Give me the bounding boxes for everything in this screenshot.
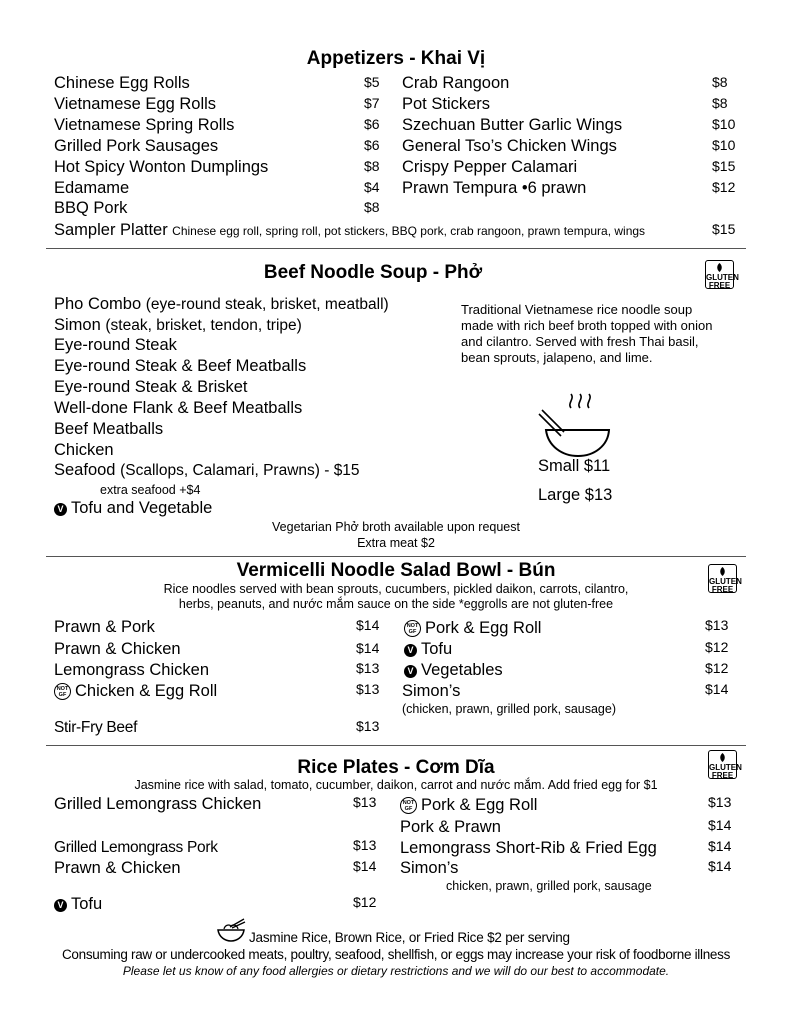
menu-item: Grilled Lemongrass Pork	[54, 839, 218, 856]
not-label: NOT	[56, 686, 69, 692]
menu-item: Szechuan Butter Garlic Wings	[402, 116, 623, 134]
pho-item: Well-done Flank & Beef Meatballs	[54, 399, 303, 417]
not-label: NOT	[402, 800, 415, 806]
menu-item: Chinese Egg Rolls	[54, 74, 190, 92]
pho-item: Chicken	[54, 441, 114, 459]
menu-item: Stir-Fry Beef	[54, 719, 138, 736]
menu-item: Vietnamese Spring Rolls	[54, 116, 235, 134]
pho-item-name: Simon	[54, 316, 101, 334]
menu-price: $14	[708, 817, 732, 833]
menu-price: $10	[712, 137, 736, 153]
menu-item: Pork & Prawn	[400, 818, 501, 836]
menu-price: $14	[708, 858, 732, 874]
not-gluten-free-icon	[400, 797, 417, 814]
pho-description-line: made with rich beef broth topped with onion	[461, 318, 713, 333]
bun-title: Vermicelli Noodle Salad Bowl - Bún	[236, 560, 556, 581]
menu-item: General Tso’s Chicken Wings	[402, 137, 617, 155]
menu-item	[54, 895, 102, 914]
pho-item-name: Seafood	[54, 461, 116, 479]
menu-price: $14	[356, 617, 380, 633]
leaf-icon	[719, 567, 726, 576]
rice-bowl-icon	[216, 918, 246, 942]
menu-item: Vietnamese Egg Rolls	[54, 95, 217, 113]
menu-price: $13	[353, 794, 377, 810]
pho-item	[54, 316, 302, 335]
pho-item	[54, 499, 212, 518]
menu-price: $13	[708, 794, 732, 810]
menu-item: Prawn & Chicken	[54, 859, 181, 877]
gf-label: GF	[408, 629, 417, 635]
menu-price: $8	[364, 199, 380, 215]
pho-item-name: Tofu and Vegetable	[71, 499, 213, 517]
gluten-label: GLUTEN	[709, 763, 742, 772]
pho-item-detail: (steak, brisket, tendon, tripe)	[105, 317, 302, 334]
pho-item-detail: (Scallops, Calamari, Prawns) - $15	[120, 462, 360, 479]
menu-price: $13	[705, 617, 729, 633]
pho-description-line: bean sprouts, jalapeno, and lime.	[461, 350, 653, 365]
menu-item-name: Tofu	[71, 895, 103, 913]
gluten-label: GLUTEN	[709, 577, 742, 586]
menu-price: $14	[705, 681, 729, 697]
pho-item	[54, 461, 360, 480]
menu-item: Pot Stickers	[402, 95, 491, 113]
menu-price: $14	[353, 858, 377, 874]
gluten-label: GLUTEN	[706, 273, 739, 282]
menu-price: $13	[353, 837, 377, 853]
menu-item: Sampler Platter	[54, 221, 168, 239]
pho-item: Beef Meatballs	[54, 420, 164, 438]
menu-item: Prawn Tempura •6 prawn	[402, 179, 587, 197]
menu-price: $15	[712, 158, 736, 174]
menu-item-name: Pork & Egg Roll	[421, 796, 538, 814]
menu-price: $13	[356, 681, 380, 697]
not-gluten-free-icon	[54, 683, 71, 700]
menu-price: $12	[712, 179, 736, 195]
menu-item	[54, 682, 217, 701]
menu-item: Grilled Pork Sausages	[54, 137, 219, 155]
large-size-price: Large $13	[538, 486, 613, 504]
pho-item-name: Pho Combo	[54, 295, 142, 313]
pho-item-detail: (eye-round steak, brisket, meatball)	[145, 296, 389, 313]
menu-item: Simon’s	[400, 859, 459, 877]
menu-item: Prawn & Pork	[54, 618, 155, 636]
menu-price: $14	[708, 838, 732, 854]
extra-seafood-note: extra seafood +$4	[100, 483, 201, 497]
gf-label: GF	[404, 806, 413, 812]
menu-item-detail: chicken, prawn, grilled pork, sausage	[446, 879, 652, 893]
menu-price: $12	[705, 639, 729, 655]
pho-item: Eye-round Steak & Brisket	[54, 378, 248, 396]
leaf-icon	[716, 263, 723, 272]
menu-item-name: Chicken & Egg Roll	[75, 682, 218, 700]
menu-price: $12	[353, 894, 377, 910]
pho-item: Eye-round Steak & Beef Meatballs	[54, 357, 307, 375]
menu-item: Grilled Lemongrass Chicken	[54, 795, 262, 813]
menu-price: $7	[364, 95, 380, 111]
menu-item: Crispy Pepper Calamari	[402, 158, 578, 176]
vegan-icon: V	[404, 665, 417, 678]
foodborne-illness-warning: Consuming raw or undercooked meats, poultry, seafood, shellfish, or eggs may increase your risk of foodborne illness	[61, 947, 731, 962]
rice-title: Rice Plates - Cơm Dĩa	[297, 757, 495, 778]
vegetarian-broth-note: Vegetarian Phở broth available upon request	[272, 520, 520, 534]
gluten-free-badge	[705, 260, 739, 290]
menu-item	[404, 661, 503, 680]
menu-item-detail: (chicken, prawn, grilled pork, sausage)	[402, 702, 616, 716]
small-size-price: Small $11	[538, 457, 611, 475]
vegan-icon: V	[54, 503, 67, 516]
menu-price: $10	[712, 116, 736, 132]
extra-meat-note: Extra meat $2	[357, 536, 435, 550]
pho-title: Beef Noodle Soup - Phở	[263, 262, 483, 283]
rice-sides-note: Jasmine Rice, Brown Rice, or Fried Rice $2 per serving	[249, 930, 570, 945]
appetizers-title: Appetizers - Khai Vị	[306, 48, 486, 69]
menu-item-name: Vegetables	[421, 661, 503, 679]
menu-price: $8	[364, 158, 380, 174]
pho-description-line: and cilantro. Served with fresh Thai basil,	[461, 334, 699, 349]
pho-item	[54, 295, 389, 314]
menu-item: Lemongrass Short-Rib & Fried Egg	[400, 839, 657, 857]
rice-description: Jasmine rice with salad, tomato, cucumber, daikon, carrot and nước mắm. Add fried egg for $1	[134, 778, 658, 792]
menu-item: BBQ Pork	[54, 199, 128, 217]
menu-item: Lemongrass Chicken	[54, 661, 209, 679]
menu-price: $4	[364, 179, 380, 195]
bun-description-line: herbs, peanuts, and nước mắm sauce on the side *eggrolls are not gluten-free	[178, 597, 614, 611]
not-gluten-free-icon	[404, 620, 421, 637]
menu-item-name: Tofu	[421, 640, 453, 658]
menu-price: $15	[712, 221, 736, 237]
section-divider	[46, 556, 746, 557]
free-label: FREE	[711, 771, 734, 780]
menu-price: $8	[712, 95, 728, 111]
vegan-icon: V	[404, 644, 417, 657]
menu-item: Simon’s	[402, 682, 461, 700]
menu-item: Prawn & Chicken	[54, 640, 181, 658]
menu-item-detail: Chinese egg roll, spring roll, pot stickers, BBQ pork, crab rangoon, prawn tempura, wings	[172, 224, 646, 238]
noodle-bowl-icon	[536, 388, 616, 460]
menu-price: $13	[356, 660, 380, 676]
menu-item	[404, 640, 452, 659]
section-divider	[46, 248, 746, 249]
menu-item	[404, 619, 541, 638]
pho-item: Eye-round Steak	[54, 336, 177, 354]
free-label: FREE	[708, 281, 731, 290]
gluten-free-badge	[708, 750, 742, 780]
section-divider	[46, 745, 746, 746]
leaf-icon	[719, 753, 726, 762]
menu-price: $6	[364, 137, 380, 153]
menu-item	[400, 796, 537, 815]
menu-price: $6	[364, 116, 380, 132]
menu-price: $14	[356, 640, 380, 656]
allergy-note: Please let us know of any food allergies or dietary restrictions and we will do our best to accommodate.	[122, 964, 670, 978]
bun-description-line: Rice noodles served with bean sprouts, cucumbers, pickled daikon, carrots, cilantro,	[163, 582, 629, 596]
vegan-icon: V	[54, 899, 67, 912]
not-label: NOT	[406, 623, 419, 629]
menu-item: Crab Rangoon	[402, 74, 510, 92]
menu-price: $12	[705, 660, 729, 676]
gf-label: GF	[58, 692, 67, 698]
menu-item: Edamame	[54, 179, 130, 197]
menu-price: $5	[364, 74, 380, 90]
menu-price: $8	[712, 74, 728, 90]
menu-price: $13	[356, 718, 380, 734]
menu-item-name: Pork & Egg Roll	[425, 619, 542, 637]
sampler-platter	[54, 221, 645, 240]
free-label: FREE	[711, 585, 734, 594]
pho-description-line: Traditional Vietnamese rice noodle soup	[461, 302, 693, 317]
menu-item: Hot Spicy Wonton Dumplings	[54, 158, 269, 176]
